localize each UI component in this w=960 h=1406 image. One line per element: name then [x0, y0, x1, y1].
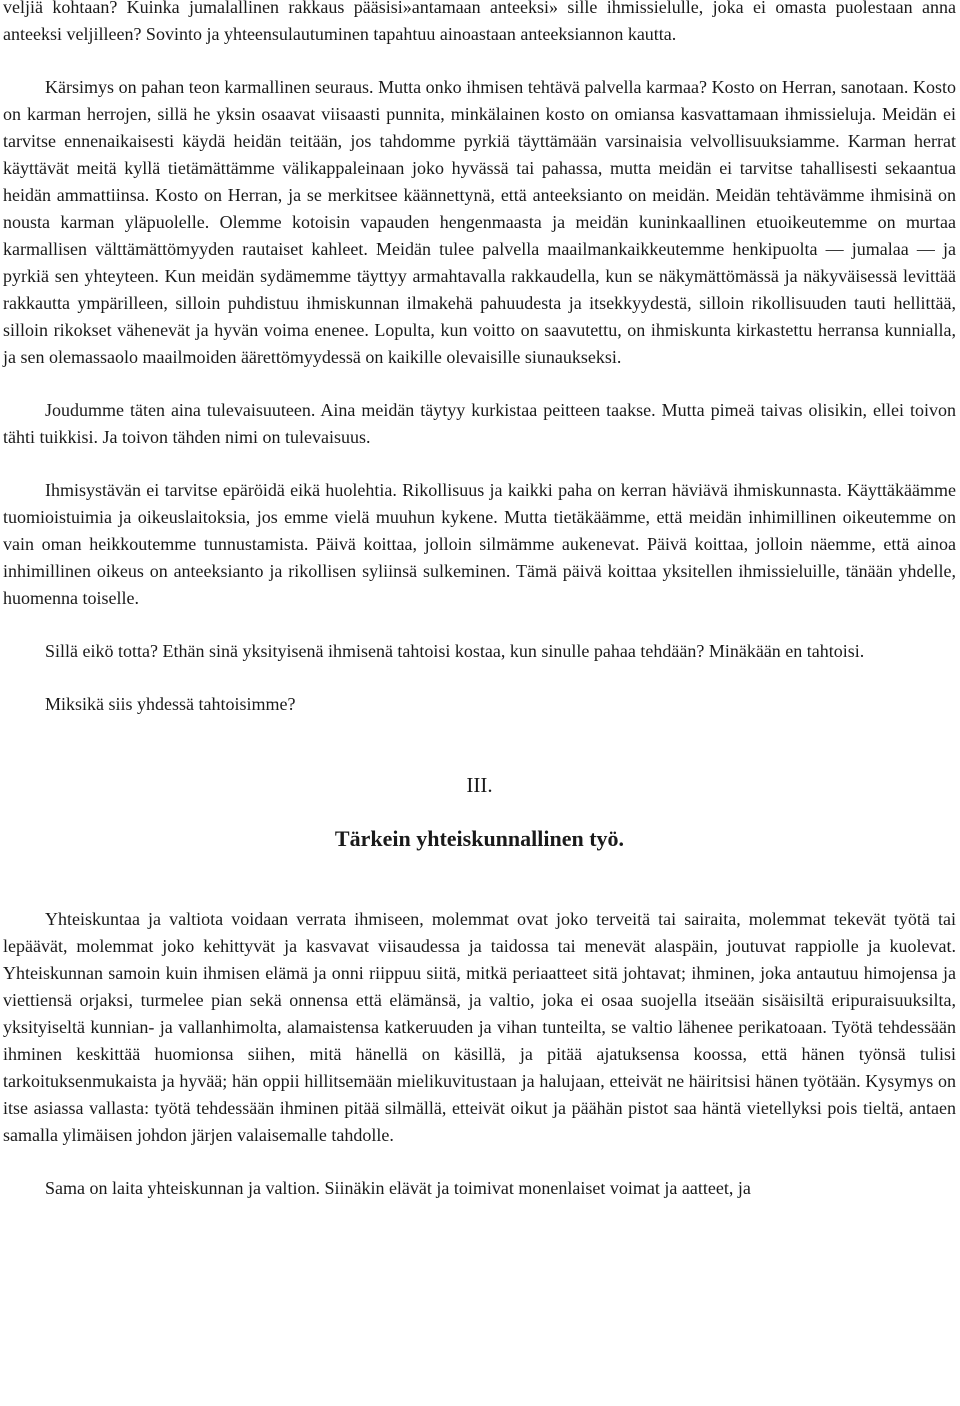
- paragraph: Sillä eikö totta? Ethän sinä yksityisenä ihmisenä tahtoisi kostaa, kun sinulle pahaa tehdään? Minäkään en tahtoisi.: [45, 641, 865, 661]
- section-number: III.: [466, 773, 493, 797]
- paragraph: veljiä kohtaan? Kuinka jumalallinen rakkaus pääsisi»antamaan anteeksi» sille ihmissielulle, joka ei omasta puolestaan anna anteeksi veljilleen? Sovinto ja yhteensulautuminen tapahtuu ainoastaan anteeksiannon kautta.: [3, 0, 956, 44]
- paragraph: Miksikä siis yhdessä tahtoisimme?: [45, 694, 296, 714]
- paragraph: Ihmisystävän ei tarvitse epäröidä eikä huolehtia. Rikollisuus ja kaikki paha on kerran häviävä ihmiskunnasta. Käyttäkäämme tuomioistuimia ja oikeuslaitoksia, jos emme vielä muuhun kykene. Mutta tietäkäämme, että meidän inhimillinen oikeutemme on vain oman heikkoutemme tunnustamista. Päivä koittaa, jolloin silmämme aukenevat. Päivä koittaa, jolloin näemme, että ainoa inhimillinen oikeus on anteeksianto ja rikollisen syliinsä sulkeminen. Tämä päivä koittaa yksitellen ihmissieluille, tänään yhdelle, huomenna toiselle.: [3, 480, 956, 608]
- section-title: Tärkein yhteiskunnallinen työ.: [334, 826, 625, 851]
- paragraph: Joudumme täten aina tulevaisuuteen. Aina meidän täytyy kurkistaa peitteen taakse. Mutta pimeä taivas olisikin, ellei toivon tähti tuikkisi. Ja toivon tähden nimi on tulevaisuus.: [3, 400, 956, 447]
- paragraph: Yhteiskuntaa ja valtiota voidaan verrata ihmiseen, molemmat ovat joko terveitä tai sairaita, molemmat tekevät työtä tai lepäävät, molemmat joko kehittyvät ja kasvavat viisaudessa ja taidossa tai menevät alaspäin, joutuvat rappiolle ja kuolevat. Yhteiskunnan samoin kuin ihmisen elämä ja onni riippuu siitä, mitkä periaatteet sitä johtavat; ihminen, joka antautuu himojensa ja viettiensä orjaksi, turmelee pian sekä onnensa että elämänsä, ja valtio, joka ei osaa suojella itseään sisäisiltä eripuraisuuksilta, yksityiseltä kunnian- ja vallanhimolta, alamaistensa katkeruuden ja vihan tunteilta, se valtio lähenee perikatoaan. Työtä tehdessään ihminen keskittää huomionsa siihen, mitä hänellä on käsillä, ja pitää ajatuksensa koossa, että hänen työnsä tulisi tarkoituksenmukaista ja hyvää; hän oppii hillitsemään mielikuvitustaan ja halujaan, etteivät ne häiritsisi hänen työtään. Kysymys on itse asiassa vallasta: työtä tehdessään ihminen pitää silmällä, etteivät oikut ja päähän pistot saa häntä vietellyksi pois tieltä, antaen samalla ylimäisen johdon järjen valaisemalle tahdolle.: [3, 909, 956, 1145]
- paragraph: Kärsimys on pahan teon karmallinen seuraus. Mutta onko ihmisen tehtävä palvella karmaa? Kosto on Herran, sanotaan. Kosto on karman herrojen, sillä he yksin osaavat viisaasti punnita, minkälainen kosto on omiansa kasvattamaan ihmissieluja. Meidän ei tarvitse ennenaikaisesti käydä heidän teitään, jos tahdomme pyrkiä täyttämään varsinaisia velvollisuuksiamme. Karman herrat käyttävät meitä kyllä tietämättämme välikappaleinaan joko hyvässä tai pahassa, mutta meidän ei tarvitse tahallisesti sekaantua heidän ammattiinsa. Kosto on Herran, ja se merkitsee käännettynä, että anteeksianto on meidän. Meidän tehtävämme ihmisinä on nousta karman yläpuolelle. Olemme kotoisin vapauden hengenmaasta ja meidän kuninkaallinen etuoikeutemme on murtaa karmallisen välttämättömyyden rautaiset kahleet. Meidän tulee palvella maailmankaikkeutemme henkipuolta — jumalaa — ja pyrkiä sen yhteyteen. Kun meidän sydämemme täyttyy armahtavalla rakkaudella, kun se näkymättömässä ja näkyväisessä levittää rakkautta ympärilleen, silloin puhdistuu ihmiskunnan ilmakehä pahuudesta ja itsekkyydestä, silloin rikollisuuden tauti hellittää, silloin rikokset vähenevät ja hyvän voima enenee. Lopulta, kun voitto on saavutettu, on ihmiskunta kirkastettu herransa kunnialla, ja sen olemassaolo maailmoiden äärettömyydessä on kaikille olevaisille siunaukseksi.: [3, 77, 956, 367]
- paragraph: Sama on laita yhteiskunnan ja valtion. Siinäkin elävät ja toimivat monenlaiset voimat ja aatteet, ja: [45, 1178, 751, 1198]
